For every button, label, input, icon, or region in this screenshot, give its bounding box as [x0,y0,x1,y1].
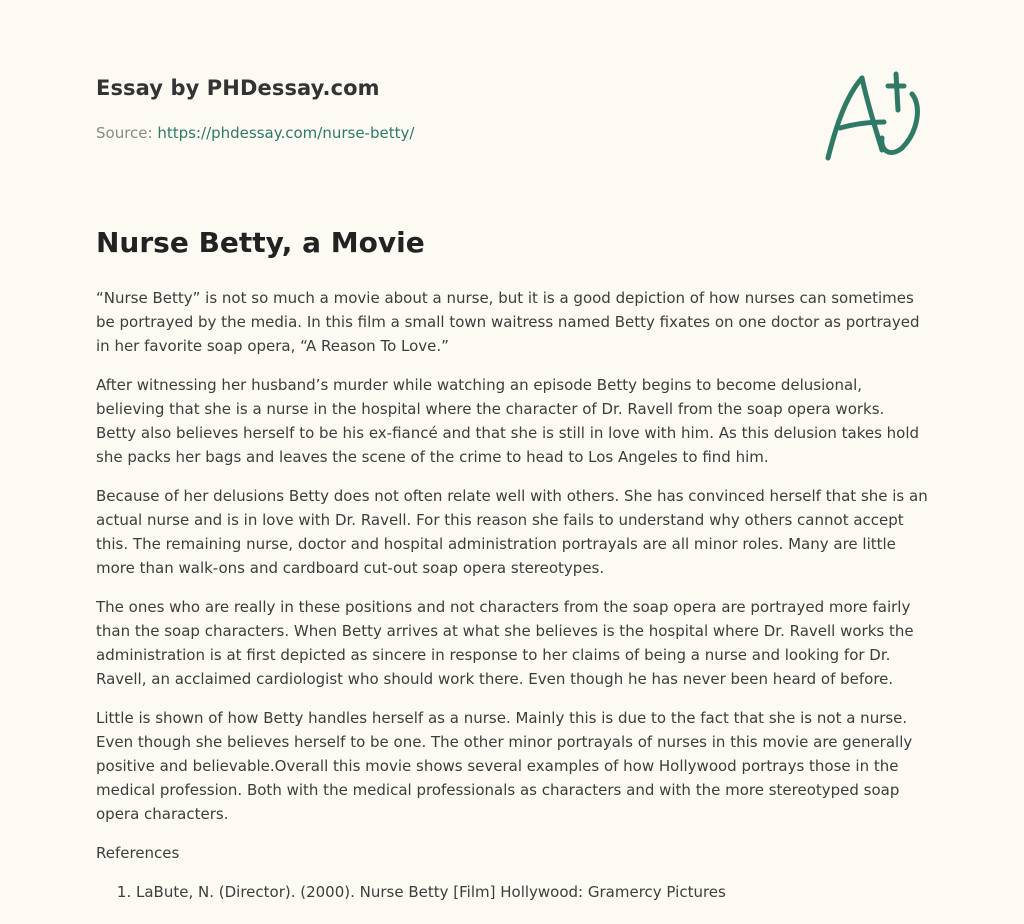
source-line [96,124,414,142]
site-brand: Essay by PHDessay.com [96,76,380,100]
article-body [96,286,928,904]
a-plus-grade-icon [818,66,930,166]
paragraph: Because of her delusions Betty does not often relate well with others. She has convinced herself that she is an actual nurse and is in love with Dr. Ravell. For this reason she fails to understand why others cannot accept this. The remaining nurse, doctor and hospital administration portrayals are all minor roles. Many are little more than walk-ons and cardboard cut-out soap opera stereotypes. [96,487,928,577]
references-list [96,880,928,904]
paragraph: “Nurse Betty” is not so much a movie about a nurse, but it is a good depiction of how nurses can sometimes be portrayed by the media. In this film a small town waitress named Betty fixates on one doctor as portrayed in her favorite soap opera, “A Reason To Love.” [96,289,920,355]
header [96,76,380,100]
source-label: Source: [96,124,153,142]
paragraph: After witnessing her husband’s murder while watching an episode Betty begins to become delusional, believing that she is a nurse in the hospital where the character of Dr. Ravell from the soap opera works. Betty also believes herself to be his ex-fiancé and that she is still in love with him. As this delusion takes hold she packs her bags and leaves the scene of the crime to head to Los Angeles to find him. [96,376,920,466]
article-title: Nurse Betty, a Movie [96,226,425,259]
paragraph: The ones who are really in these positions and not characters from the soap opera are portrayed more fairly than the soap characters. When Betty arrives at what she believes is the hospital where Dr. Ravell works the administration is at first depicted as sincere in response to her claims of being a nurse and looking for Dr. Ravell, an acclaimed cardiologist who should work there. Even though he has never been heard of before. [96,598,914,688]
paragraph: Little is shown of how Betty handles herself as a nurse. Mainly this is due to the fact that she is not a nurse. Even though she believes herself to be one. The other minor portrayals of nurses in this movie are generally positive and believable.Overall this movie shows several examples of how Hollywood portrays those in the medical profession. Both with the medical professionals as characters and with the more stereotyped soap opera characters. [96,709,913,823]
reference-item: 1. LaBute, N. (Director). (2000). Nurse Betty [Film] Hollywood: Gramercy Pictures [136,880,928,904]
source-link[interactable]: https://phdessay.com/nurse-betty/ [157,124,415,142]
references-heading: References [96,844,180,862]
